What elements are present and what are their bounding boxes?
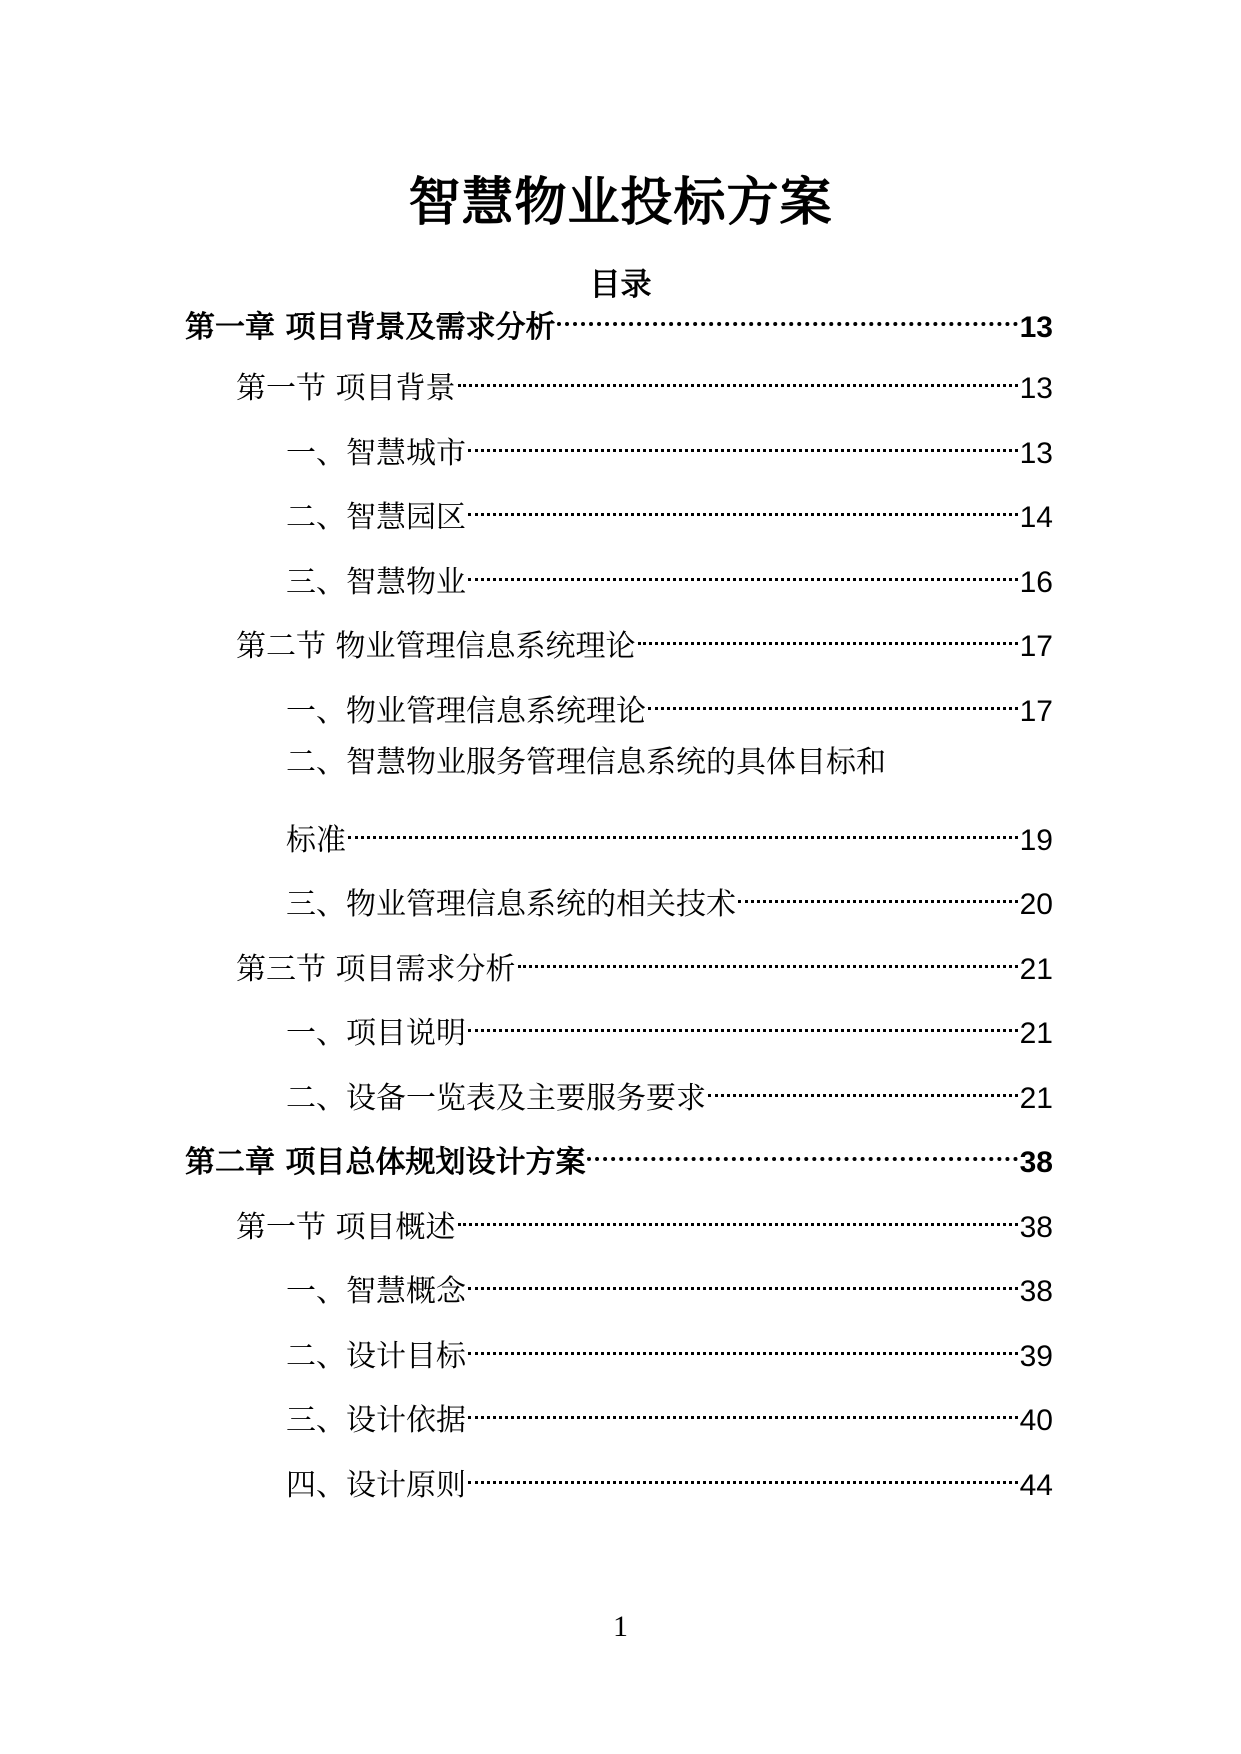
toc-entry-title: 三、智慧物业 (286, 565, 466, 600)
toc-entry-page: 21 (1019, 1082, 1053, 1115)
toc-entry-title-line2: 标准 (286, 823, 346, 858)
toc-entry-subsection[interactable] (286, 806, 1053, 863)
toc-leader-dots (458, 354, 1018, 398)
toc-leader-dots (348, 806, 1018, 850)
toc-entry-title: 第二章 项目总体规划设计方案 (185, 1145, 586, 1180)
toc-entry-page: 13 (1019, 311, 1053, 344)
toc-entry-subsection[interactable] (286, 419, 1053, 476)
toc-entry-page: 14 (1019, 501, 1053, 534)
toc-entry-subsection[interactable] (286, 870, 1053, 927)
toc-entry-title: 二、设计目标 (286, 1339, 466, 1374)
toc-entry-subsection[interactable] (286, 483, 1053, 540)
toc-leader-dots (587, 1128, 1017, 1172)
toc-entry-title: 三、物业管理信息系统的相关技术 (286, 887, 736, 922)
toc-entry-page: 17 (1019, 630, 1053, 663)
toc-leader-dots (468, 483, 1018, 527)
toc-leader-dots (468, 1451, 1018, 1495)
toc-entry-page: 13 (1019, 372, 1053, 405)
toc-entry-section[interactable] (236, 612, 1053, 669)
toc-entry-section[interactable] (236, 354, 1053, 411)
toc-leader-dots (738, 870, 1018, 914)
toc-entry-title: 一、智慧概念 (286, 1274, 466, 1309)
toc-entry-title: 四、设计原则 (286, 1468, 466, 1503)
toc-leader-dots (708, 1064, 1018, 1108)
toc-entry-page: 44 (1019, 1469, 1053, 1502)
toc-entry-page: 19 (1019, 824, 1053, 857)
toc-leader-dots (468, 419, 1018, 463)
toc-entry-page: 21 (1019, 953, 1053, 986)
toc-entry-page: 13 (1019, 437, 1053, 470)
toc-entry-chapter-1[interactable] (185, 293, 1053, 350)
toc-leader-dots (468, 548, 1018, 592)
toc-entry-title: 第一章 项目背景及需求分析 (185, 310, 556, 345)
toc-entry-page: 21 (1019, 1017, 1053, 1050)
toc-entry-page: 38 (1019, 1211, 1053, 1244)
toc-entry-title: 一、项目说明 (286, 1016, 466, 1051)
toc-entry-title: 一、物业管理信息系统理论 (286, 694, 646, 729)
toc-entry-subsection[interactable] (286, 1451, 1053, 1508)
page-number: 1 (613, 1610, 628, 1643)
toc-entry-title: 二、设备一览表及主要服务要求 (286, 1081, 706, 1116)
toc-entry-page: 38 (1019, 1146, 1053, 1179)
toc-entry-subsection[interactable] (286, 677, 1053, 734)
toc-entry-subsection[interactable] (286, 548, 1053, 605)
toc-entry-section[interactable] (236, 1193, 1053, 1250)
toc-entry-subsection[interactable] (286, 1064, 1053, 1121)
toc-entry-title-line1[interactable]: 二、智慧物业服务管理信息系统的具体目标和 (286, 745, 886, 780)
toc-entry-title: 二、智慧园区 (286, 500, 466, 535)
toc-entry-page: 20 (1019, 888, 1053, 921)
toc-entry-page: 40 (1019, 1404, 1053, 1437)
toc-entry-title: 一、智慧城市 (286, 436, 466, 471)
toc-leader-dots (458, 1193, 1018, 1237)
toc-leader-dots (638, 612, 1018, 656)
toc-entry-page: 17 (1019, 695, 1053, 728)
toc-leader-dots (648, 677, 1018, 721)
toc-leader-dots (557, 293, 1017, 337)
toc-entry-title: 第一节 项目概述 (236, 1210, 456, 1245)
toc-leader-dots (468, 1322, 1018, 1366)
toc-entry-page: 38 (1019, 1275, 1053, 1308)
toc-entry-chapter-2[interactable] (185, 1128, 1053, 1185)
toc-entry-subsection[interactable] (286, 1322, 1053, 1379)
toc-entry-title: 第二节 物业管理信息系统理论 (236, 629, 636, 664)
toc-entry-title: 第一节 项目背景 (236, 371, 456, 406)
toc-entry-subsection[interactable] (286, 999, 1053, 1056)
toc-entry-section[interactable] (236, 935, 1053, 992)
toc-leader-dots (468, 1257, 1018, 1301)
toc-leader-dots (468, 1386, 1018, 1430)
toc-leader-dots (518, 935, 1018, 979)
toc-entry-page: 39 (1019, 1340, 1053, 1373)
toc-entry-title: 三、设计依据 (286, 1403, 466, 1438)
toc-leader-dots (468, 999, 1018, 1043)
toc-entry-title: 第三节 项目需求分析 (236, 952, 516, 987)
document-title: 智慧物业投标方案 (408, 173, 833, 233)
toc-entry-page: 16 (1019, 566, 1053, 599)
toc-entry-subsection[interactable] (286, 1257, 1053, 1314)
toc-entry-subsection[interactable] (286, 1386, 1053, 1443)
toc-heading: 目录 (589, 267, 652, 303)
